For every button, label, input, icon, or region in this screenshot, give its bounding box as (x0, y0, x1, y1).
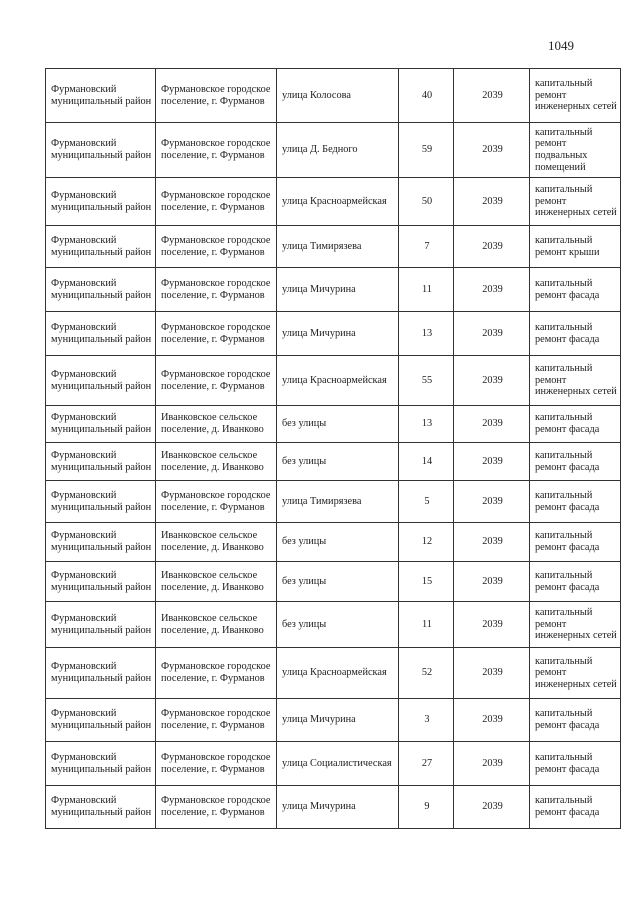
cell-district: Фурмановский муниципальный район (46, 443, 156, 481)
cell-settlement: Иванковское сельское поселение, д. Иванково (156, 523, 277, 562)
cell-district: Фурмановский муниципальный район (46, 648, 156, 699)
cell-house: 9 (399, 786, 454, 829)
table-row (46, 602, 621, 648)
cell-year: 2039 (454, 178, 530, 226)
cell-settlement: Фурмановское городское поселение, г. Фурманов (156, 69, 277, 123)
cell-work: капитальный ремонт инженерных сетей (530, 648, 621, 699)
cell-district: Фурмановский муниципальный район (46, 226, 156, 268)
cell-work: капитальный ремонт крыши (530, 226, 621, 268)
cell-district: Фурмановский муниципальный район (46, 406, 156, 443)
cell-street: без улицы (277, 443, 399, 481)
cell-street: улица Мичурина (277, 268, 399, 312)
cell-street: без улицы (277, 523, 399, 562)
cell-district: Фурмановский муниципальный район (46, 123, 156, 178)
table-row (46, 406, 621, 443)
cell-settlement: Фурмановское городское поселение, г. Фурманов (156, 356, 277, 406)
cell-settlement: Фурмановское городское поселение, г. Фурманов (156, 481, 277, 523)
page-number: 1049 (548, 38, 574, 53)
cell-settlement: Иванковское сельское поселение, д. Иванково (156, 443, 277, 481)
cell-house: 12 (399, 523, 454, 562)
cell-house: 13 (399, 312, 454, 356)
table-row (46, 742, 621, 786)
cell-work: капитальный ремонт инженерных сетей (530, 178, 621, 226)
cell-house: 7 (399, 226, 454, 268)
table-row (46, 226, 621, 268)
cell-settlement: Фурмановское городское поселение, г. Фурманов (156, 268, 277, 312)
cell-district: Фурмановский муниципальный район (46, 481, 156, 523)
cell-year: 2039 (454, 443, 530, 481)
cell-house: 14 (399, 443, 454, 481)
cell-street: улица Тимирязева (277, 226, 399, 268)
table-row (46, 443, 621, 481)
cell-work: капитальный ремонт фасада (530, 562, 621, 602)
cell-district: Фурмановский муниципальный район (46, 602, 156, 648)
cell-year: 2039 (454, 69, 530, 123)
cell-district: Фурмановский муниципальный район (46, 268, 156, 312)
cell-settlement: Фурмановское городское поселение, г. Фурманов (156, 699, 277, 742)
cell-district: Фурмановский муниципальный район (46, 178, 156, 226)
cell-settlement: Фурмановское городское поселение, г. Фурманов (156, 123, 277, 178)
cell-house: 59 (399, 123, 454, 178)
cell-work: капитальный ремонт фасада (530, 406, 621, 443)
cell-work: капитальный ремонт фасада (530, 786, 621, 829)
cell-house: 55 (399, 356, 454, 406)
cell-work: капитальный ремонт фасада (530, 268, 621, 312)
cell-settlement: Фурмановское городское поселение, г. Фурманов (156, 312, 277, 356)
cell-year: 2039 (454, 786, 530, 829)
cell-district: Фурмановский муниципальный район (46, 742, 156, 786)
cell-street: улица Социалистическая (277, 742, 399, 786)
cell-house: 15 (399, 562, 454, 602)
cell-work: капитальный ремонт фасада (530, 742, 621, 786)
cell-house: 52 (399, 648, 454, 699)
cell-settlement: Фурмановское городское поселение, г. Фурманов (156, 226, 277, 268)
cell-house: 13 (399, 406, 454, 443)
cell-year: 2039 (454, 523, 530, 562)
cell-district: Фурмановский муниципальный район (46, 356, 156, 406)
cell-work: капитальный ремонт инженерных сетей (530, 602, 621, 648)
table-row (46, 786, 621, 829)
cell-district: Фурмановский муниципальный район (46, 523, 156, 562)
table-row (46, 268, 621, 312)
cell-district: Фурмановский муниципальный район (46, 312, 156, 356)
cell-work: капитальный ремонт фасада (530, 443, 621, 481)
cell-work: капитальный ремонт инженерных сетей (530, 356, 621, 406)
cell-year: 2039 (454, 648, 530, 699)
cell-district: Фурмановский муниципальный район (46, 786, 156, 829)
table-row (46, 481, 621, 523)
cell-settlement: Иванковское сельское поселение, д. Иванково (156, 406, 277, 443)
table-row (46, 562, 621, 602)
cell-work: капитальный ремонт инженерных сетей (530, 69, 621, 123)
cell-settlement: Фурмановское городское поселение, г. Фурманов (156, 648, 277, 699)
cell-street: улица Красноармейская (277, 648, 399, 699)
cell-street: без улицы (277, 602, 399, 648)
cell-year: 2039 (454, 226, 530, 268)
cell-street: без улицы (277, 562, 399, 602)
cell-street: улица Красноармейская (277, 178, 399, 226)
cell-house: 5 (399, 481, 454, 523)
cell-street: улица Мичурина (277, 786, 399, 829)
table-row (46, 699, 621, 742)
cell-street: без улицы (277, 406, 399, 443)
table-row (46, 69, 621, 123)
cell-work: капитальный ремонт фасада (530, 481, 621, 523)
cell-house: 50 (399, 178, 454, 226)
cell-settlement: Фурмановское городское поселение, г. Фурманов (156, 786, 277, 829)
table-row (46, 648, 621, 699)
cell-street: улица Тимирязева (277, 481, 399, 523)
table-row (46, 312, 621, 356)
cell-house: 11 (399, 268, 454, 312)
table-row (46, 123, 621, 178)
cell-year: 2039 (454, 123, 530, 178)
cell-street: улица Красноармейская (277, 356, 399, 406)
cell-year: 2039 (454, 742, 530, 786)
cell-house: 11 (399, 602, 454, 648)
cell-year: 2039 (454, 268, 530, 312)
cell-settlement: Иванковское сельское поселение, д. Иванково (156, 562, 277, 602)
cell-district: Фурмановский муниципальный район (46, 69, 156, 123)
cell-year: 2039 (454, 699, 530, 742)
cell-year: 2039 (454, 406, 530, 443)
table-row (46, 356, 621, 406)
cell-work: капитальный ремонт фасада (530, 699, 621, 742)
table-row (46, 178, 621, 226)
cell-street: улица Д. Бедного (277, 123, 399, 178)
cell-settlement: Иванковское сельское поселение, д. Иванково (156, 602, 277, 648)
cell-street: улица Мичурина (277, 699, 399, 742)
cell-year: 2039 (454, 562, 530, 602)
repair-schedule-table (45, 68, 621, 829)
cell-year: 2039 (454, 481, 530, 523)
cell-street: улица Мичурина (277, 312, 399, 356)
cell-year: 2039 (454, 312, 530, 356)
cell-district: Фурмановский муниципальный район (46, 699, 156, 742)
cell-house: 27 (399, 742, 454, 786)
cell-settlement: Фурмановское городское поселение, г. Фурманов (156, 178, 277, 226)
cell-house: 3 (399, 699, 454, 742)
cell-work: капитальный ремонт фасада (530, 523, 621, 562)
cell-year: 2039 (454, 602, 530, 648)
cell-street: улица Колосова (277, 69, 399, 123)
cell-settlement: Фурмановское городское поселение, г. Фурманов (156, 742, 277, 786)
cell-house: 40 (399, 69, 454, 123)
cell-work: капитальный ремонт подвальных помещений (530, 123, 621, 178)
cell-work: капитальный ремонт фасада (530, 312, 621, 356)
cell-year: 2039 (454, 356, 530, 406)
cell-district: Фурмановский муниципальный район (46, 562, 156, 602)
table-row (46, 523, 621, 562)
